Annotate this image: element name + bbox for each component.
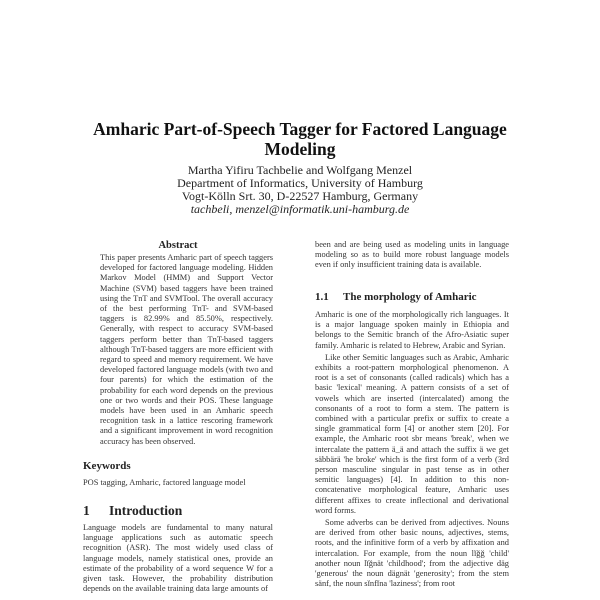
section-number: 1 xyxy=(83,503,90,518)
morphology-paragraph: Some adverbs can be derived from adjectives. Nouns are derived from other basic nouns, adjectives, stems, roots, and the infinitive form of a verb by affixation and intercalation. For example, from the noun lĭğğ 'child' another noun lĭğnät 'childhood'; from the adjective däg 'generous' the noun dägnät 'generosity'; from the stem sänf, the noun sĭnfĭna 'laziness'; from root xyxy=(315,518,509,589)
section-heading-introduction xyxy=(83,503,182,519)
introduction-paragraph: Language models are fundamental to many natural language applications such as automatic speech recognition (ASR). The most widely used class of language models, namely statistical ones, provide an estimate of the probability of a word sequence W for a given task. However, the probability distribution depends on the available training data large amounts of xyxy=(83,523,273,594)
title-line: Modeling xyxy=(264,139,336,159)
keywords-text: POS tagging, Amharic, factored language model xyxy=(83,478,246,487)
title-line: Amharic Part-of-Speech Tagger for Factored Language xyxy=(93,119,507,139)
author-address: Vogt-Kölln Srt. 30, D-22527 Hamburg, Germany xyxy=(181,189,419,203)
morphology-paragraph: Amharic is one of the morphologically rich languages. It is a major language spoken mainly in Ethiopia and belongs to the Semitic branch of the Afro-Asiatic super family. Amharic is related to Hebrew, Arabic and Syrian. xyxy=(315,310,509,350)
introduction-text xyxy=(83,523,273,594)
author-block xyxy=(130,164,470,216)
abstract-heading: Abstract xyxy=(158,240,198,251)
paper-title xyxy=(60,119,540,159)
keywords-heading: Keywords xyxy=(83,460,131,472)
abstract-paragraph: This paper presents Amharic part of speech taggers developed for factored language modeling. Hidden Markov Model (HMM) and Support Vector Machine (SVM) based taggers have been trained using the TnT and SVMTool. The overall accuracy of the best performing TnT- and SVM-based taggers is 82.99% and 85.50%, respectively. Generally, with respect to accuracy SVM-based taggers perform better than TnT-based taggers although TnT-based taggers are more efficient with regard to speed and memory requirement. We have developed factored language models (with two and four parents) for which the estimation of the probability for each word depends on the previous one or two words and their POS. These language models have been used in an Amharic speech recognition task in a lattice rescoring framework and a significant improvement in word recognition accuracy has been observed. xyxy=(100,253,273,446)
subsection-number: 1.1 xyxy=(315,291,329,303)
subsection-heading-morphology xyxy=(315,291,477,303)
morphology-paragraph: Like other Semitic languages such as Arabic, Amharic exhibits a root-pattern morphological phenomenon. A root is a set of consonants (called radicals) which has a basic 'lexical' meaning. A pattern consists of a set of vowels which are inserted (intercalated) among the consonants of a root to form a stem. The pattern is combined with a particular prefix or suffix to create a single grammatical form [4] or another stem [20]. For example, the Amharic root sbr means 'break', when we intercalate the pattern ä_ä and attach the suffix ä we get säbbärä 'he broke' which is the first form of a verb (3rd person masculine singular in past tense as in other semitic languages) [4]. In addition to this non-concatenative morphological feature, Amharic uses different affixes to create inflectional and derivational word forms. xyxy=(315,352,509,515)
abstract-text xyxy=(100,253,273,447)
morphology-text xyxy=(315,310,509,589)
subsection-title: The morphology of Amharic xyxy=(343,291,477,303)
right-column-continuation: been and are being used as modeling units in language modeling so as to build more robust language models even if only insufficient training data is available. xyxy=(315,240,509,270)
author-names: Martha Yifiru Tachbelie and Wolfgang Menzel xyxy=(187,163,413,177)
section-title: Introduction xyxy=(109,503,183,518)
author-department: Department of Informatics, University of Hamburg xyxy=(177,176,423,190)
author-email: tachbeli, menzel@informatik.uni-hamburg.de xyxy=(190,202,410,216)
